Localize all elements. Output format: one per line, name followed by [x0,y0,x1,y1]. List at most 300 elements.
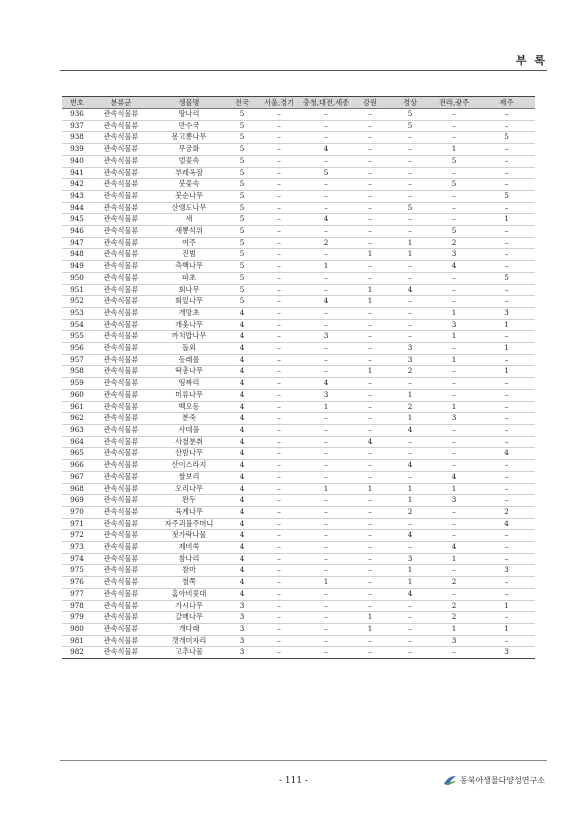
table-cell: – [350,389,390,401]
table-cell: – [302,179,350,191]
table-cell: 1 [478,214,535,226]
table-cell: – [256,190,302,202]
table-cell: – [478,296,535,308]
table-cell: 5 [302,167,350,179]
table-cell: – [302,307,350,319]
table-cell: 942 [62,179,92,191]
table-cell: – [350,190,390,202]
table-cell: – [478,354,535,366]
table-cell: 5 [228,132,256,144]
table-cell: 관속식물류 [92,436,150,448]
table-cell: 972 [62,530,92,542]
table-cell: 관속식물류 [92,132,150,144]
table-cell: – [350,155,390,167]
table-cell: 980 [62,623,92,635]
table-cell: 관속식물류 [92,354,150,366]
table-cell: 5 [228,190,256,202]
table-row [62,167,535,179]
table-cell: 1 [350,612,390,624]
table-cell: 940 [62,155,92,167]
table-cell: 1 [430,144,478,156]
table-cell: 1 [390,237,430,249]
table-cell: 젓가락나물 [150,530,228,542]
table-cell: 3 [390,354,430,366]
table-cell: 개옻나무 [150,319,228,331]
table-cell: – [350,518,390,530]
organization-name: 동북아생물다양성연구소 [459,775,545,785]
table-row [62,389,535,401]
table-row [62,366,535,378]
table-cell: – [256,261,302,273]
table-cell: – [256,378,302,390]
table-cell: 2 [478,506,535,518]
table-row [62,495,535,507]
table-cell: 만수국 [150,120,228,132]
table-cell: 관속식물류 [92,366,150,378]
table-cell: 관속식물류 [92,483,150,495]
table-cell: 1 [350,483,390,495]
table-cell: 관속식물류 [92,214,150,226]
table-cell: 4 [228,331,256,343]
table-row [62,518,535,530]
table-cell: 5 [478,132,535,144]
table-cell: – [350,132,390,144]
table-cell: 4 [228,424,256,436]
column-header: 제주 [478,97,535,109]
table-cell: 관속식물류 [92,272,150,284]
table-cell: 철쭉 [150,577,228,589]
table-cell: 4 [302,296,350,308]
table-cell: 4 [228,354,256,366]
table-cell: – [390,319,430,331]
table-cell: – [478,588,535,600]
table-cell: 945 [62,214,92,226]
table-cell: – [430,190,478,202]
table-row [62,319,535,331]
table-cell: – [430,343,478,355]
table-cell: – [302,366,350,378]
table-cell: – [256,471,302,483]
table-cell: – [350,144,390,156]
table-cell: – [302,542,350,554]
table-cell: 965 [62,448,92,460]
table-cell: – [478,226,535,238]
table-cell: – [478,120,535,132]
column-header: 번호 [62,97,92,109]
table-cell: 1 [430,307,478,319]
table-cell: – [350,319,390,331]
table-cell: – [350,460,390,472]
table-cell: 1 [350,623,390,635]
table-cell: 4 [228,378,256,390]
species-table [62,96,535,659]
table-cell: 3 [430,495,478,507]
table-cell: 5 [228,249,256,261]
table-cell: 4 [430,471,478,483]
table-cell: – [256,600,302,612]
table-cell: 산앵도나무 [150,202,228,214]
table-cell: – [256,109,302,121]
table-cell: 3 [430,413,478,425]
table-cell: 977 [62,588,92,600]
table-cell: – [430,120,478,132]
table-cell: 관속식물류 [92,600,150,612]
table-cell: 자주괴불주머니 [150,518,228,530]
table-cell: – [390,635,430,647]
table-cell: 5 [228,202,256,214]
table-cell: 4 [228,448,256,460]
table-row [62,530,535,542]
table-cell: 4 [228,530,256,542]
table-cell: 관속식물류 [92,343,150,355]
table-cell: 사데풀 [150,424,228,436]
table-cell: – [350,530,390,542]
table-cell: 고추나물 [150,647,228,659]
table-cell: – [256,296,302,308]
table-cell: 3 [228,600,256,612]
table-cell: – [256,167,302,179]
table-cell: 관속식물류 [92,226,150,238]
table-cell: – [350,471,390,483]
table-row [62,483,535,495]
table-cell: 4 [350,436,390,448]
table-cell: 4 [430,261,478,273]
table-cell: 관속식물류 [92,167,150,179]
table-cell: 제비쑥 [150,542,228,554]
table-row [62,460,535,472]
table-cell: 관속식물류 [92,307,150,319]
table-cell: 963 [62,424,92,436]
table-cell: 944 [62,202,92,214]
column-header: 전라,광주 [430,97,478,109]
table-row [62,179,535,191]
table-cell: 무궁화 [150,144,228,156]
table-cell: 사철분취 [150,436,228,448]
table-cell: – [256,331,302,343]
table-cell: – [302,249,350,261]
table-cell: 관속식물류 [92,389,150,401]
table-cell: 5 [228,214,256,226]
table-cell: 3 [302,331,350,343]
table-cell: – [256,553,302,565]
table-cell: – [302,553,350,565]
table-row [62,144,535,156]
table-cell: 관속식물류 [92,530,150,542]
table-cell: – [302,530,350,542]
table-cell: – [302,635,350,647]
table-cell: 1 [478,623,535,635]
table-cell: 969 [62,495,92,507]
table-cell: – [256,588,302,600]
table-cell: – [302,565,350,577]
table-row [62,506,535,518]
table-cell: – [302,343,350,355]
table-cell: 4 [228,471,256,483]
table-cell: – [390,261,430,273]
table-cell: 5 [228,226,256,238]
table-cell: – [390,179,430,191]
table-cell: – [256,623,302,635]
table-cell: 3 [430,249,478,261]
table-cell: – [430,214,478,226]
table-cell: 4 [228,565,256,577]
table-cell: 941 [62,167,92,179]
table-row [62,226,535,238]
table-cell: – [478,179,535,191]
column-header: 서울,경기 [256,97,302,109]
table-cell: 2 [302,237,350,249]
table-cell: 육계나무 [150,506,228,518]
table-cell: – [256,132,302,144]
table-cell: – [478,612,535,624]
table-cell: – [430,296,478,308]
table-cell: 2 [390,366,430,378]
table-cell: – [430,460,478,472]
table-cell: – [478,424,535,436]
table-cell: 948 [62,249,92,261]
section-title: 부 록 [515,54,547,67]
table-cell: – [390,542,430,554]
column-header: 강원 [350,97,390,109]
table-cell: 1 [350,296,390,308]
table-row [62,413,535,425]
table-cell: – [478,436,535,448]
table-cell: 1 [390,495,430,507]
table-cell: 5 [228,155,256,167]
table-cell: 4 [430,542,478,554]
table-cell: 937 [62,120,92,132]
table-cell: – [256,448,302,460]
table-cell: 961 [62,401,92,413]
table-cell: – [302,413,350,425]
table-cell: 관속식물류 [92,109,150,121]
table-cell: – [256,436,302,448]
table-cell: – [430,109,478,121]
table-cell: 5 [228,237,256,249]
table-row [62,424,535,436]
table-cell: – [478,284,535,296]
table-cell: 관속식물류 [92,261,150,273]
table-cell: 완두 [150,495,228,507]
table-cell: – [478,109,535,121]
table-cell: 관속식물류 [92,401,150,413]
table-cell: – [350,202,390,214]
table-cell: 1 [390,389,430,401]
table-cell: 3 [430,319,478,331]
table-cell: – [390,378,430,390]
table-cell: – [350,448,390,460]
table-cell: – [478,577,535,589]
table-cell: 관속식물류 [92,120,150,132]
table-cell: – [478,144,535,156]
table-cell: 관속식물류 [92,378,150,390]
table-row [62,331,535,343]
table-cell: 붓순나무 [150,190,228,202]
table-cell: 회나무 [150,284,228,296]
table-cell: – [256,226,302,238]
table-header-row [62,97,535,109]
table-cell: 관속식물류 [92,190,150,202]
table-cell: 참마 [150,565,228,577]
table-cell: 관속식물류 [92,647,150,659]
table-cell: 964 [62,436,92,448]
table-cell: – [478,471,535,483]
table-cell: 4 [228,413,256,425]
table-cell: 5 [228,261,256,273]
footer-rule [60,760,547,761]
table-cell: 4 [478,448,535,460]
table-cell: – [390,214,430,226]
table-cell: – [478,553,535,565]
table-cell: 갯개미자리 [150,635,228,647]
table-cell: 새 [150,214,228,226]
table-cell: 951 [62,284,92,296]
table-cell: – [256,155,302,167]
column-header: 분류군 [92,97,150,109]
table-cell: – [390,307,430,319]
table-cell: 958 [62,366,92,378]
table-cell: 953 [62,307,92,319]
table-cell: 관속식물류 [92,553,150,565]
table-row [62,565,535,577]
table-cell: 관속식물류 [92,565,150,577]
table-cell: – [256,612,302,624]
table-cell: – [430,284,478,296]
table-cell: 973 [62,542,92,554]
table-cell: – [390,226,430,238]
table-cell: 4 [228,577,256,589]
table-cell: – [478,378,535,390]
table-cell: – [478,249,535,261]
table-cell: – [302,226,350,238]
table-cell: – [430,424,478,436]
table-cell: – [302,155,350,167]
table-row [62,354,535,366]
table-cell: 3 [430,635,478,647]
table-cell: – [302,284,350,296]
table-cell: – [350,506,390,518]
column-header: 경상 [390,97,430,109]
table-cell: 홈아비꽃대 [150,588,228,600]
table-cell: – [302,109,350,121]
table-cell: 미류나무 [150,389,228,401]
table-row [62,471,535,483]
table-cell: 부레옥잠 [150,167,228,179]
table-cell: – [350,214,390,226]
table-cell: – [256,389,302,401]
table-cell: – [478,530,535,542]
table-cell: 관속식물류 [92,319,150,331]
table-cell: – [256,214,302,226]
table-cell: 954 [62,319,92,331]
table-cell: 진범 [150,249,228,261]
table-cell: 3 [390,553,430,565]
table-cell: – [430,389,478,401]
header-rule [60,70,547,71]
table-cell: – [478,635,535,647]
table-cell: 1 [390,577,430,589]
table-row [62,237,535,249]
table-cell: – [256,284,302,296]
table-cell: – [430,506,478,518]
table-cell: 4 [302,144,350,156]
table-row [62,647,535,659]
table-row [62,577,535,589]
table-cell: – [350,167,390,179]
table-cell: 1 [478,343,535,355]
table-cell: 딱총나무 [150,366,228,378]
table-cell: 959 [62,378,92,390]
table-cell: – [350,261,390,273]
table-cell: 갈매나무 [150,612,228,624]
table-cell: 돌외 [150,343,228,355]
table-row [62,307,535,319]
table-cell: 5 [228,167,256,179]
table-cell: 관속식물류 [92,413,150,425]
table-cell: 땅나리 [150,109,228,121]
table-cell: – [390,647,430,659]
table-cell: 1 [390,249,430,261]
table-cell: – [256,413,302,425]
table-cell: – [430,448,478,460]
table-cell: 관속식물류 [92,623,150,635]
table-cell: 4 [228,307,256,319]
table-cell: – [350,179,390,191]
table-cell: – [430,530,478,542]
table-cell: 5 [228,120,256,132]
table-cell: – [350,272,390,284]
table-cell: 4 [228,401,256,413]
table-cell: – [302,588,350,600]
table-cell: 1 [478,600,535,612]
table-cell: – [302,448,350,460]
table-cell: – [430,565,478,577]
table-cell: 936 [62,109,92,121]
table-cell: – [430,202,478,214]
table-cell: – [350,577,390,589]
table-cell: 새뽕석위 [150,226,228,238]
table-cell: 관속식물류 [92,202,150,214]
table-cell: 까치밥나무 [150,331,228,343]
table-cell: – [302,518,350,530]
table-row [62,132,535,144]
table-cell: 1 [478,366,535,378]
table-cell: 1 [390,413,430,425]
table-cell: 5 [228,109,256,121]
table-cell: – [390,600,430,612]
table-row [62,588,535,600]
table-cell: – [350,565,390,577]
table-cell: 1 [390,565,430,577]
table-cell: – [302,190,350,202]
table-cell: 2 [390,506,430,518]
table-cell: 3 [302,389,350,401]
table-cell: 5 [228,272,256,284]
table-cell: 982 [62,647,92,659]
table-cell: 오리나무 [150,483,228,495]
table-cell: – [256,366,302,378]
table-cell: – [478,401,535,413]
table-cell: 1 [430,354,478,366]
table-cell: – [256,542,302,554]
table-cell: – [302,436,350,448]
table-cell: 쌀보리 [150,471,228,483]
column-header: 생물명 [150,97,228,109]
table-cell: – [390,190,430,202]
table-cell: 1 [350,366,390,378]
table-cell: 962 [62,413,92,425]
table-cell: – [478,202,535,214]
